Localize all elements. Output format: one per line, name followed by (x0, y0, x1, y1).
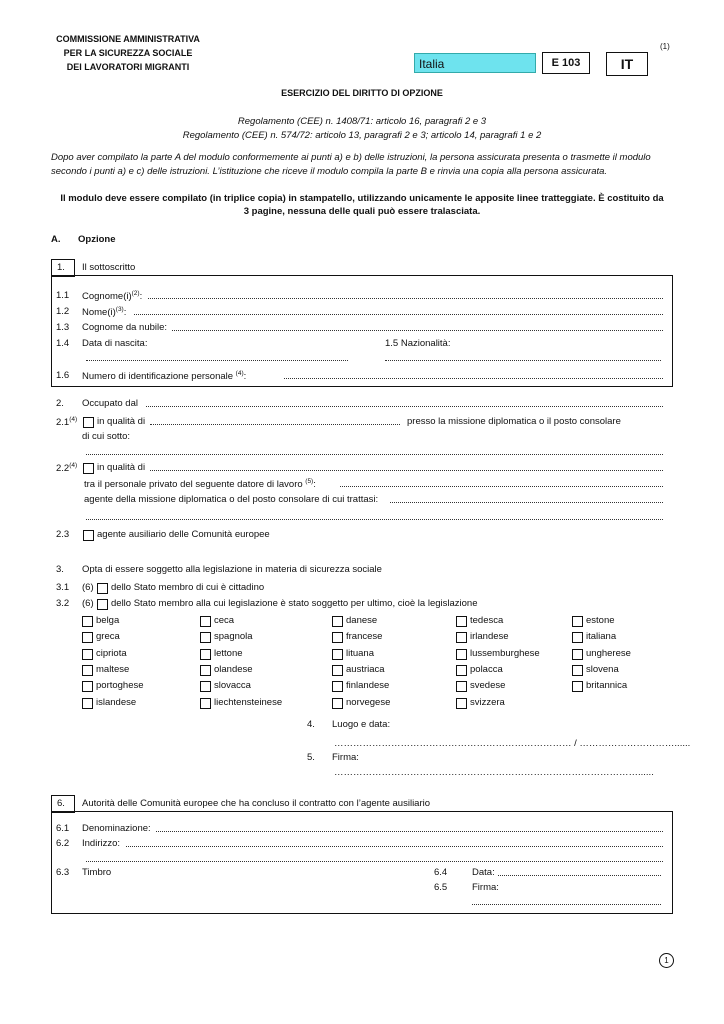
section-6-number: 6. (57, 798, 65, 809)
instruction-line: Il modulo deve essere compilato (in triplice copia) in stampatello, utilizzando unicamente le apposite linee tratteggiate. È costituito da (60, 193, 664, 204)
section-6-title: Autorità delle Comunità europee che ha concluso il contratto con l’agente ausiliario (82, 798, 431, 809)
legislation-option-label: olandese (214, 663, 253, 675)
country-code: IT (606, 52, 648, 76)
stamp-label: Timbro (82, 867, 112, 878)
row-number: 3.2 (56, 598, 70, 609)
legislation-option-label: portoghese (96, 680, 144, 692)
citizen-state-label: dello Stato membro di cui è cittadino (111, 582, 265, 593)
last-state-label: dello Stato membro alla cui legislazione è stato soggetto per ultimo, cioè la legislazione (111, 598, 478, 609)
id-number-field[interactable] (284, 378, 663, 379)
signature-label: Firma: (332, 752, 359, 763)
section-a-title: Opzione (78, 234, 116, 245)
section-5-number: 5. (307, 752, 315, 763)
legislation-option-label: estone (586, 615, 615, 626)
section-1-title: Il sottoscritto (82, 262, 136, 273)
checkbox-2-3[interactable] (83, 530, 94, 541)
legislation-option-label: svedese (470, 680, 506, 692)
legislation-checkbox[interactable] (82, 616, 93, 627)
section-3-label: Opta di essere soggetto alla legislazione in materia di sicurezza sociale (82, 564, 382, 575)
row-number: 1.4 (56, 338, 70, 349)
legislation-option-label: britannica (586, 680, 628, 692)
legislation-checkbox[interactable] (332, 698, 343, 709)
authority-signature-field[interactable] (472, 904, 661, 905)
legislation-checkbox[interactable] (456, 665, 467, 676)
intro-line: secondo i punti a) e c) delle istruzioni. L’istituzione che riceve il modulo compila la parte B e rinvia una copia alla persona assicurata. (51, 166, 608, 177)
legislation-checkbox[interactable] (332, 681, 343, 692)
maiden-name-field[interactable] (172, 330, 663, 331)
legislation-option-label: belga (96, 615, 120, 626)
denomination-field[interactable] (156, 831, 663, 832)
legislation-option-label: liechtensteinese (214, 696, 283, 708)
mission-agent-field-2[interactable] (86, 519, 663, 520)
legislation-option-label: spagnola (214, 631, 253, 643)
legislation-option-label: tedesca (470, 615, 504, 626)
country-field[interactable]: Italia (414, 53, 536, 73)
note-ref-6: (6) (82, 582, 94, 593)
form-code: E 103 (542, 52, 590, 74)
legislation-option-label: italiana (586, 631, 617, 643)
id-number-label: Numero di identificazione personale $^{(4)}$: (82, 370, 247, 383)
legislation-option-label: ceca (214, 615, 235, 626)
legislation-checkbox[interactable] (82, 681, 93, 692)
birth-date-label: Data di nascita: (82, 338, 148, 349)
instruction-line: 3 pagine, nessuna delle quali può essere tralasciata. (243, 206, 481, 217)
checkbox-3-1[interactable] (97, 583, 108, 594)
legislation-checkbox[interactable] (200, 632, 211, 643)
address-field[interactable] (126, 846, 663, 847)
checkbox-2-2[interactable] (83, 463, 94, 474)
legislation-checkbox[interactable] (82, 632, 93, 643)
row-number: 2.3 (56, 529, 70, 540)
legislation-checkbox[interactable] (456, 649, 467, 660)
legislation-option-label: slovena (586, 663, 619, 675)
legislation-checkbox[interactable] (200, 649, 211, 660)
form-title: ESERCIZIO DEL DIRITTO DI OPZIONE (281, 88, 443, 98)
diplomatic-mission-text: presso la missione diplomatica o il posto consolare (407, 416, 621, 427)
authority-signature-label: Firma: (472, 882, 499, 893)
row-number: 6.3 (56, 867, 70, 878)
institution-line: DEI LAVORATORI MIGRANTI (66, 62, 190, 72)
employed-since-label: Occupato dal (82, 398, 138, 409)
legislation-checkbox[interactable] (572, 616, 583, 627)
legislation-option-label: islandese (96, 696, 137, 708)
mission-agent-field[interactable] (390, 502, 663, 503)
section-1-number: 1. (57, 262, 65, 273)
page-number: 1 (659, 953, 674, 968)
legislation-option-label: greca (96, 631, 120, 643)
note-ref: (1) (660, 42, 670, 51)
row-number: 1.1 (56, 290, 70, 301)
forename-field[interactable] (134, 314, 663, 315)
legislation-checkbox[interactable] (200, 665, 211, 676)
legislation-checkbox[interactable] (332, 616, 343, 627)
capacity-field[interactable] (150, 470, 663, 471)
address-field-2[interactable] (86, 861, 663, 862)
capacity-label: in qualità di (97, 416, 146, 427)
legislation-checkbox[interactable] (572, 632, 583, 643)
row-number: 1.6 (56, 370, 70, 381)
legislation-option-label: svizzera (470, 696, 505, 708)
legislation-checkbox[interactable] (82, 665, 93, 676)
date-label: Data: (472, 867, 495, 878)
checkbox-3-2[interactable] (97, 599, 108, 610)
checkbox-2-1[interactable] (83, 417, 94, 428)
row-number: 2.1$^{(4)}$ (56, 416, 78, 429)
employed-since-field[interactable] (146, 406, 663, 407)
legislation-option-label: maltese (96, 663, 130, 675)
address-label: Indirizzo: (82, 838, 121, 849)
nationality-field[interactable] (385, 360, 661, 361)
legislation-option-label: polacca (470, 663, 503, 675)
legislation-option-label: slovacca (214, 680, 251, 692)
legislation-checkbox[interactable] (456, 632, 467, 643)
institution-line: PER LA SICUREZZA SOCIALE (63, 48, 193, 58)
note-ref-6: (6) (82, 598, 94, 609)
below-text: di cui sotto: (82, 431, 131, 442)
section-4-number: 4. (307, 719, 315, 730)
legislation-checkbox[interactable] (82, 698, 93, 709)
legislation-option-label: lituana (346, 647, 374, 659)
legislation-checkbox[interactable] (456, 681, 467, 692)
legislation-option-label: finlandese (346, 680, 390, 692)
signature-field[interactable]: ……………………………………………………………………………………...... (334, 767, 654, 778)
intro-line: Dopo aver compilato la parte A del modulo conformemente ai punti a) e b) delle istruzioni, la persona assicurata presenta o trasmette il modulo (51, 152, 651, 163)
row-number: 6.5 (434, 882, 448, 893)
birth-date-field[interactable] (86, 360, 348, 361)
place-date-field[interactable]: ………………………………………………………………… / …………………………...... (334, 738, 691, 749)
mission-agent-label: agente della missione diplomatica o del posto consolare di cui trattasi: (84, 494, 379, 505)
legislation-option-label: austriaca (346, 663, 385, 675)
legislation-option-label: ungherese (586, 647, 631, 659)
legislation-checkbox[interactable] (332, 649, 343, 660)
legislation-checkbox[interactable] (572, 681, 583, 692)
row-number: 1.3 (56, 322, 70, 333)
row-number: 6.1 (56, 823, 70, 834)
row-number: 3.1 (56, 582, 70, 593)
private-employer-field[interactable] (340, 486, 663, 487)
legislation-option-label: lettone (214, 647, 243, 659)
capacity-label: in qualità di (97, 462, 146, 473)
surname-field[interactable] (148, 298, 663, 299)
legislation-option-label: norvegese (346, 696, 391, 708)
legislation-checkbox[interactable] (200, 681, 211, 692)
maiden-name-label: Cognome da nubile: (82, 322, 168, 333)
denomination-label: Denominazione: (82, 823, 151, 834)
row-number: 6.4 (434, 867, 448, 878)
legislation-option-label: lussemburghese (470, 647, 540, 659)
regulation-line: Regolamento (CEE) n. 1408/71: articolo 16, paragrafi 2 e 3 (237, 116, 487, 127)
legislation-option-label: danese (346, 615, 378, 626)
forename-label: $Nome(i)^{(3)}$: (82, 306, 127, 319)
nationality-label: 1.5 Nazionalità: (385, 338, 451, 349)
regulation-line: Regolamento (CEE) n. 574/72: articolo 13, paragrafi 2 e 3; articolo 14, paragrafi 1 e 2 (182, 130, 542, 141)
legislation-option-label: cipriota (96, 647, 127, 659)
surname-label: $Cognome(i)^{(2)}$: (82, 290, 143, 303)
section-2-number: 2. (56, 398, 64, 409)
row-number: 6.2 (56, 838, 70, 849)
legislation-checkbox[interactable] (200, 616, 211, 627)
section-3-number: 3. (56, 564, 64, 575)
capacity-field[interactable] (150, 424, 400, 425)
auxiliary-agent-label: agente ausiliario delle Comunità europee (97, 529, 270, 540)
legislation-checkbox[interactable] (456, 616, 467, 627)
institution-name (48, 32, 208, 74)
row-number: 1.2 (56, 306, 70, 317)
legislation-checkbox[interactable] (572, 649, 583, 660)
date-field[interactable] (498, 875, 661, 876)
legislation-checkbox[interactable] (82, 649, 93, 660)
place-date-label: Luogo e data: (332, 719, 391, 730)
legislation-checkbox[interactable] (332, 665, 343, 676)
legislation-checkbox[interactable] (200, 698, 211, 709)
legislation-checkbox[interactable] (332, 632, 343, 643)
section-a-letter: A. (51, 234, 61, 245)
legislation-checkbox[interactable] (572, 665, 583, 676)
legislation-option-label: irlandese (470, 631, 509, 643)
legislation-checkbox[interactable] (456, 698, 467, 709)
row-number: 2.2$^{(4)}$ (56, 462, 78, 475)
private-employer-label: tra il personale privato del seguente datore di lavoro $^{(5)}$: (84, 478, 316, 491)
institution-line: COMMISSIONE AMMINISTRATIVA (56, 34, 200, 44)
legislation-option-label: francese (346, 631, 383, 643)
mission-field[interactable] (86, 454, 663, 455)
